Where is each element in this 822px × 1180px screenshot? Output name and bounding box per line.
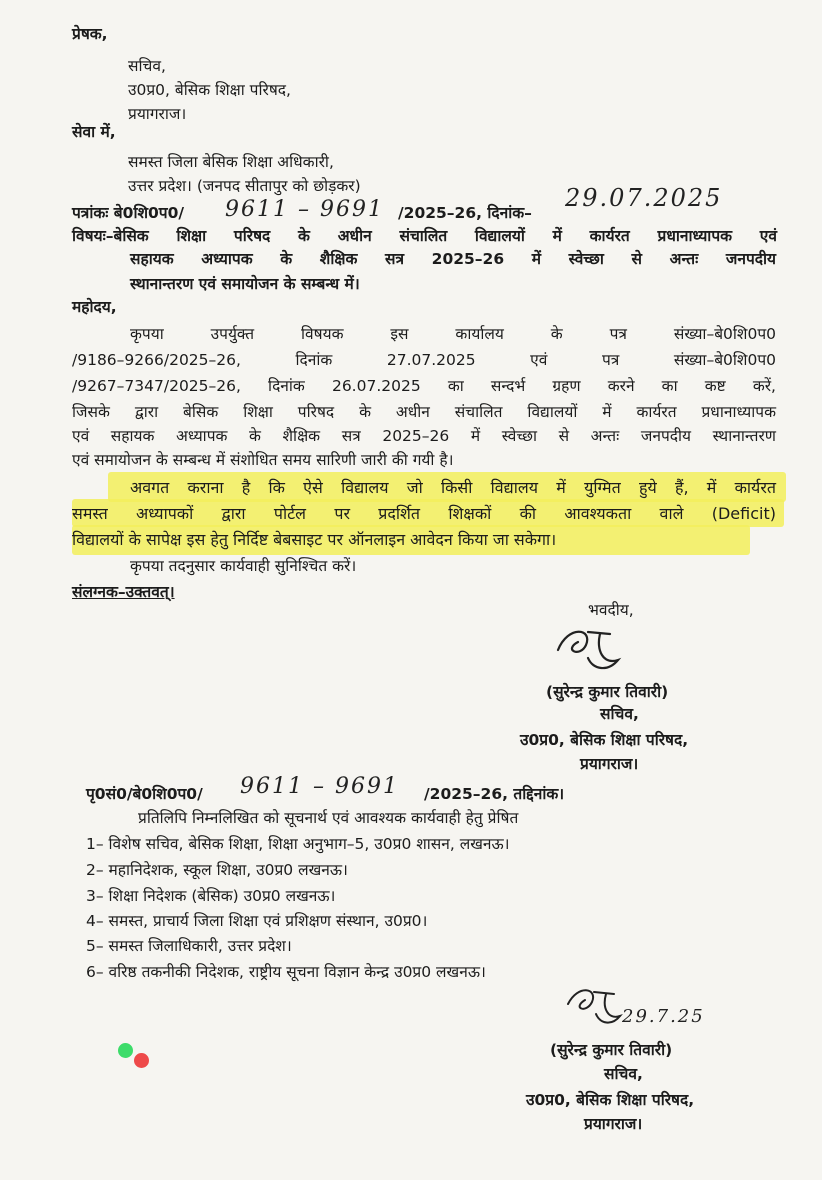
signature2-mark bbox=[560, 982, 630, 1032]
signature1-title: सचिव, bbox=[600, 705, 639, 723]
body-p2-line2: समस्त अध्यापकों द्वारा पोर्टल पर प्रदर्शित शिक्षकों की आवश्यकता वाले (Deficit) bbox=[72, 504, 776, 523]
copy-list-item: 6– वरिष्ठ तकनीकी निदेशक, राष्ट्रीय सूचना विज्ञान केन्द्र उ0प्र0 लखनऊ। bbox=[86, 963, 486, 981]
reference-session: /2025–26, दिनांक– bbox=[398, 204, 532, 222]
signature1-city: प्रयागराज। bbox=[580, 755, 639, 773]
subject-line2: सहायक अध्यापक के शैक्षिक सत्र 2025–26 में स्वेच्छा से अन्तः जनपदीय bbox=[130, 250, 776, 268]
copy-intro: प्रतिलिपि निम्नलिखित को सूचनार्थ एवं आवश्यक कार्यवाही हेतु प्रेषित bbox=[138, 809, 519, 827]
sender-title: सचिव, bbox=[128, 57, 166, 75]
reference-date-handwritten: 29.07.2025 bbox=[565, 184, 723, 212]
salutation: महोदय, bbox=[72, 298, 117, 316]
recipient-line2: उत्तर प्रदेश। (जनपद सीतापुर को छोड़कर) bbox=[128, 177, 361, 195]
enclosure: संलग्नक–उक्तवत्। bbox=[72, 583, 175, 601]
copy-list-item: 2– महानिदेशक, स्कूल शिक्षा, उ0प्र0 लखनऊ। bbox=[86, 861, 348, 879]
body-p3: कृपया तदनुसार कार्यवाही सुनिश्चित करें। bbox=[130, 557, 357, 575]
signature1-mark bbox=[548, 620, 638, 680]
sender-label: प्रेषक, bbox=[72, 25, 108, 43]
body-p1-line3: /9267–7347/2025–26, दिनांक 26.07.2025 का सन्दर्भ ग्रहण करने का कष्ट करें, bbox=[72, 377, 776, 395]
reference-number-handwritten: 9611 – 9691 bbox=[225, 197, 384, 222]
subject-line1: विषयः–बेसिक शिक्षा परिषद के अधीन संचालित विद्यालयों में कार्यरत प्रधानाध्यापक एवं bbox=[72, 227, 777, 245]
sender-org: उ0प्र0, बेसिक शिक्षा परिषद, bbox=[128, 81, 291, 99]
green-dot-icon bbox=[118, 1043, 133, 1058]
body-p1-line2: /9186–9266/2025–26, दिनांक 27.07.2025 एवं पत्र संख्या–बे0शि0प0 bbox=[72, 351, 776, 369]
body-p1-line1: कृपया उपर्युक्त विषयक इस कार्यालय के पत्र संख्या–बे0शि0प0 bbox=[130, 325, 776, 343]
signature1-closing: भवदीय, bbox=[588, 601, 634, 619]
signature1-name: (सुरेन्द्र कुमार तिवारी) bbox=[546, 683, 669, 701]
copy-ref-prefix: पृ0सं0/बे0शि0प0/ bbox=[86, 785, 203, 803]
body-p2-line3: विद्यालयों के सापेक्ष इस हेतु निर्दिष्ट बेबसाइट पर ऑनलाइन आवेदन किया जा सकेगा। bbox=[72, 530, 557, 549]
copy-list-item: 3– शिक्षा निदेशक (बेसिक) उ0प्र0 लखनऊ। bbox=[86, 887, 336, 905]
subject-line3: स्थानान्तरण एवं समायोजन के सम्बन्ध में। bbox=[130, 275, 360, 293]
copy-list-item: 5– समस्त जिलाधिकारी, उत्तर प्रदेश। bbox=[86, 937, 292, 955]
signature2-city: प्रयागराज। bbox=[584, 1115, 643, 1133]
recipient-line1: समस्त जिला बेसिक शिक्षा अधिकारी, bbox=[128, 153, 334, 171]
body-p1-line4: जिसके द्वारा बेसिक शिक्षा परिषद के अधीन संचालित विद्यालयों में कार्यरत प्रधानाध्यापक bbox=[72, 403, 776, 421]
body-p1-line6: एवं समायोजन के सम्बन्ध में संशोधित समय सारिणी जारी की गयी है। bbox=[72, 451, 454, 469]
reference-prefix: पत्रांकः बे0शि0प0/ bbox=[72, 204, 185, 222]
recipient-label: सेवा में, bbox=[72, 123, 116, 141]
signature2-title: सचिव, bbox=[604, 1065, 643, 1083]
signature2-org: उ0प्र0, बेसिक शिक्षा परिषद, bbox=[526, 1091, 695, 1109]
copy-list-item: 4– समस्त, प्राचार्य जिला शिक्षा एवं प्रशिक्षण संस्थान, उ0प्र0। bbox=[86, 912, 428, 930]
signature1-org: उ0प्र0, बेसिक शिक्षा परिषद, bbox=[520, 731, 689, 749]
copy-ref-number-handwritten: 9611 – 9691 bbox=[240, 774, 399, 799]
copy-list-item: 1– विशेष सचिव, बेसिक शिक्षा, शिक्षा अनुभाग–5, उ0प्र0 शासन, लखनऊ। bbox=[86, 835, 510, 853]
signature2-date-handwritten: 29.7.25 bbox=[622, 1006, 705, 1027]
sender-city: प्रयागराज। bbox=[128, 105, 187, 123]
signature2-name: (सुरेन्द्र कुमार तिवारी) bbox=[550, 1041, 673, 1059]
body-p1-line5: एवं सहायक अध्यापक के शैक्षिक सत्र 2025–26 में स्वेच्छा से अन्तः जनपदीय स्थानान्तरण bbox=[72, 427, 776, 445]
red-dot-icon bbox=[134, 1053, 149, 1068]
body-p2-line1: अवगत कराना है कि ऐसे विद्यालय जो किसी विद्यालय में युग्मित हुये हैं, में कार्यरत bbox=[130, 478, 776, 497]
copy-ref-session: /2025–26, तद्दिनांक। bbox=[424, 785, 565, 803]
